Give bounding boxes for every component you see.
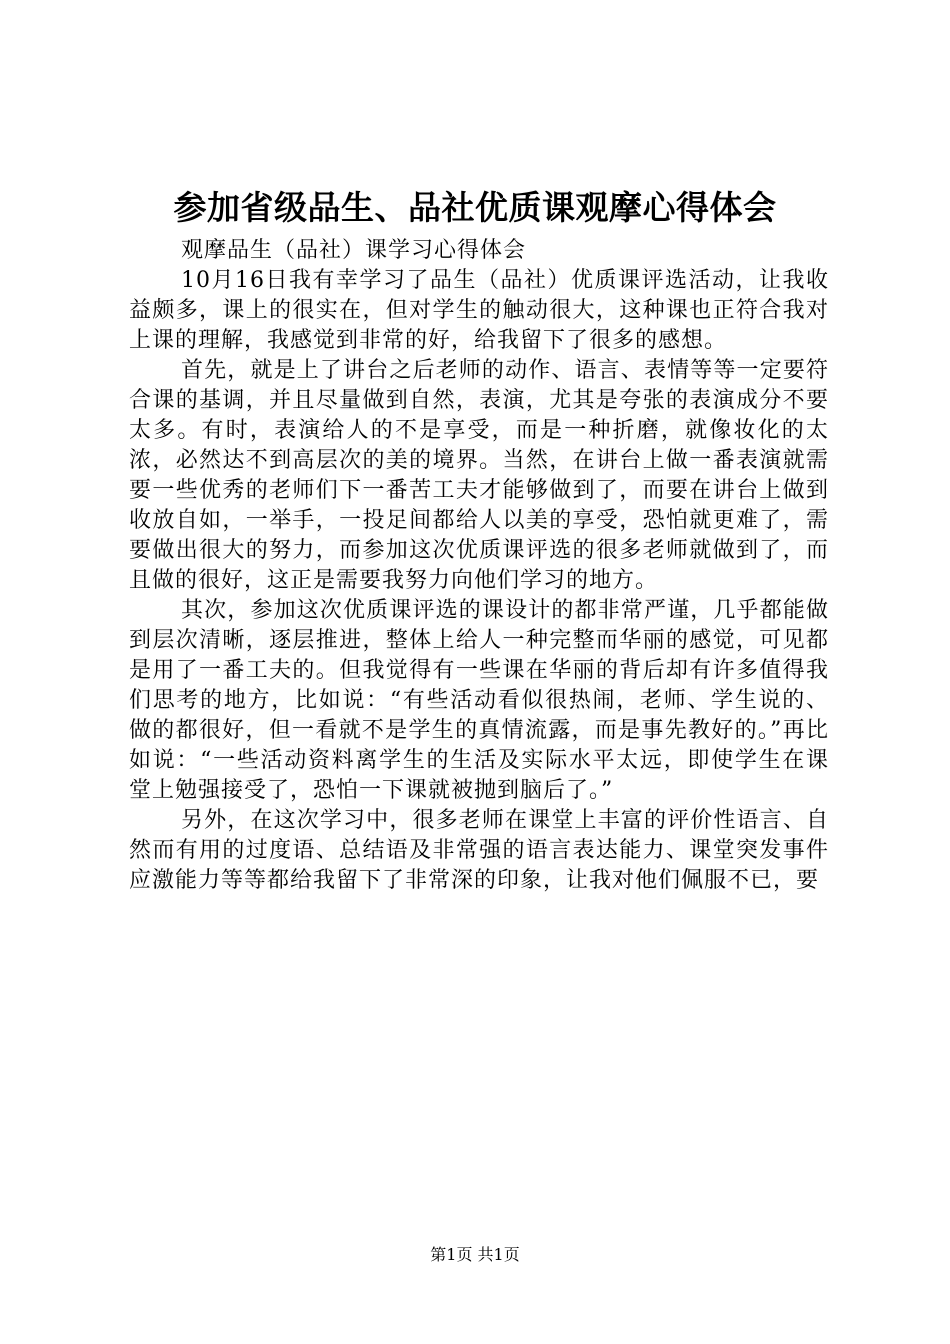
document-body — [129, 236, 829, 896]
page-title: 参加省级品生、品社优质课观摩心得体会 — [173, 188, 777, 227]
paragraph-third: 另外，在这次学习中，很多老师在课堂上丰富的评价性语言、自然而有用的过度语、总结语及非常强的语言表达能力、课堂突发事件应激能力等等都给我留下了非常深的印象，让我对他们佩服不已，要 — [129, 808, 829, 893]
page-footer: 第1页 共1页 — [430, 1245, 520, 1264]
document-subtitle: 观摩品生（品社）课学习心得体会 — [181, 238, 527, 263]
paragraph-second: 其次，参加这次优质课评选的课设计的都非常严谨，几乎都能做到层次清晰，逐层推进，整体上给人一种完整而华丽的感觉，可见都是用了一番工夫的。但我觉得有一些课在华丽的背后却有许多值得我们思考的地方，比如说：“有些活动看似很热闹，老师、学生说的、做的都很好，但一看就不是学生的真情流露，而是事先教好的。”再比如说：“一些活动资料离学生的生活及实际水平太远，即使学生在课堂上勉强接受了，恐怕一下课就被抛到脑后了。” — [129, 598, 829, 803]
paragraph-first: 首先，就是上了讲台之后老师的动作、语言、表情等等一定要符合课的基调，并且尽量做到自然，表演，尤其是夸张的表演成分不要太多。有时，表演给人的不是享受，而是一种折磨，就像妆化的太浓，必然达不到高层次的美的境界。当然，在讲台上做一番表演就需要一些优秀的老师们下一番苦工夫才能够做到了，而要在讲台上做到收放自如，一举手，一投足间都给人以美的享受，恐怕就更难了，需要做出很大的努力，而参加这次优质课评选的很多老师就做到了，而且做的很好，这正是需要我努力向他们学习的地方。 — [129, 358, 829, 593]
paragraph-intro: 10月16日我有幸学习了品生（品社）优质课评选活动，让我收益颇多，课上的很实在，但对学生的触动很大，这种课也正符合我对上课的理解，我感觉到非常的好，给我留下了很多的感想。 — [129, 268, 829, 353]
